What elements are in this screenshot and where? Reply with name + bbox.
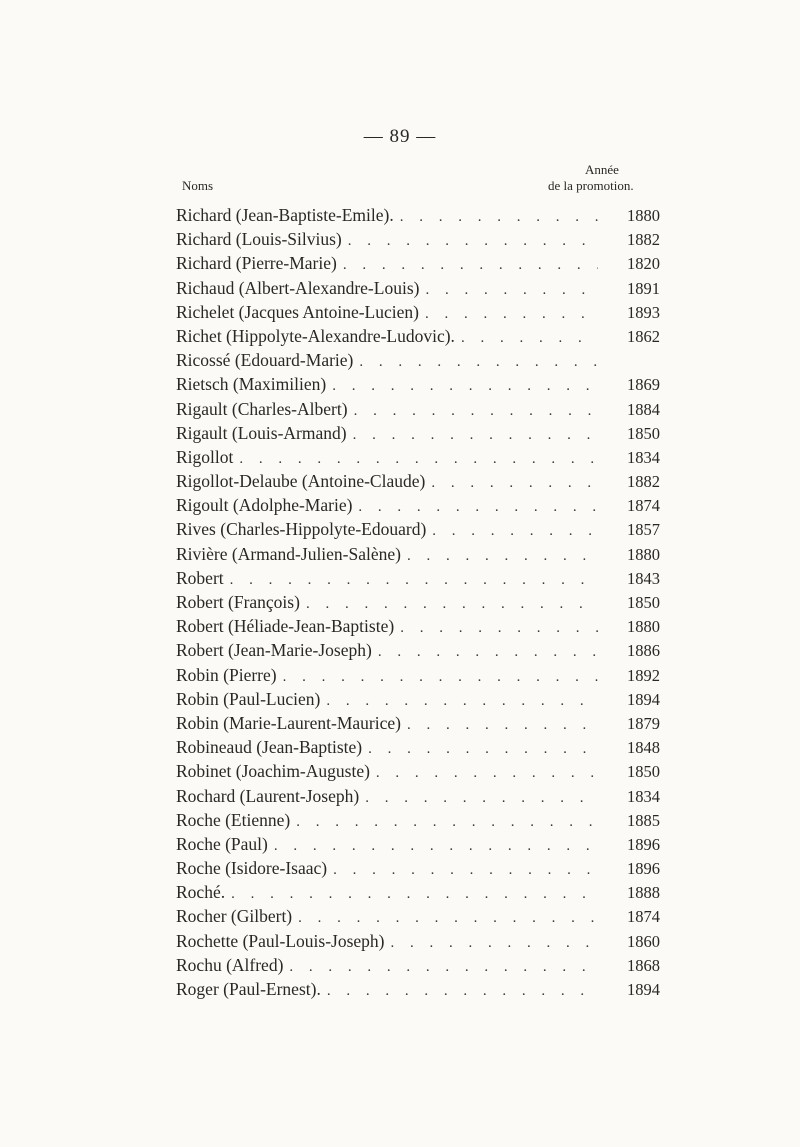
leader-dots <box>400 209 598 226</box>
entry-name: Robert (Jean-Marie-Joseph) <box>176 640 372 661</box>
leader-dots <box>296 814 598 831</box>
entry-name: Rigault (Charles-Albert) <box>176 398 348 419</box>
list-item <box>176 761 660 785</box>
list-item <box>176 858 660 882</box>
list-item <box>176 592 660 616</box>
leader-dots <box>274 838 598 855</box>
entry-name: Roger (Paul-Ernest). <box>176 979 321 999</box>
entry-name: Rigoult (Adolphe-Marie) <box>176 495 353 516</box>
entry-name: Rochard (Laurent-Joseph) <box>176 785 360 806</box>
list-item <box>176 979 660 1003</box>
entry-year: 1884 <box>627 399 660 419</box>
list-item <box>176 834 660 858</box>
leader-dots <box>391 935 599 952</box>
leader-dots <box>400 620 598 637</box>
entry-name: Rigollot-Delaube (Antoine-Claude) <box>176 471 426 492</box>
leader-dots <box>333 862 598 879</box>
list-item <box>176 374 660 398</box>
entry-year: 1843 <box>627 568 660 588</box>
list-item <box>176 689 660 713</box>
leader-dots <box>378 644 598 661</box>
list-item <box>176 544 660 568</box>
leader-dots <box>283 669 598 686</box>
leader-dots <box>353 427 598 444</box>
leader-dots <box>230 572 598 589</box>
leader-dots <box>298 910 598 927</box>
entry-year: 1850 <box>627 423 660 443</box>
list-item <box>176 229 660 253</box>
entry-year: 1834 <box>627 447 660 467</box>
list-item <box>176 205 660 229</box>
column-header-year-line2: de la promotion. <box>548 178 634 193</box>
entry-name: Roché. <box>176 882 226 903</box>
list-item <box>176 471 660 495</box>
list-item <box>176 519 660 543</box>
leader-dots <box>359 354 598 371</box>
entry-year: 1869 <box>627 375 660 395</box>
entry-year: 1885 <box>627 810 660 830</box>
list-item <box>176 616 660 640</box>
list-item <box>176 278 660 302</box>
leader-dots <box>461 330 598 347</box>
entry-name: Rietsch (Maximilien) <box>176 374 327 395</box>
entry-year: 1880 <box>627 544 660 564</box>
leader-dots <box>231 886 598 903</box>
entry-name: Ricossé (Edouard-Marie) <box>176 350 354 371</box>
entry-name: Roche (Isidore-Isaac) <box>176 858 328 879</box>
list-item <box>176 640 660 664</box>
entry-year: 1850 <box>627 762 660 782</box>
entry-year: 1862 <box>627 326 660 346</box>
entry-year: 1886 <box>627 641 660 661</box>
entry-year: 1880 <box>627 206 660 225</box>
entry-year: 1882 <box>627 472 660 492</box>
entry-name: Robin (Paul-Lucien) <box>176 688 321 709</box>
entry-name: Robert (Héliade-Jean-Baptiste) <box>176 616 395 637</box>
entry-year: 1857 <box>627 520 660 540</box>
leader-dots <box>327 983 598 1000</box>
entry-name: Rives (Charles-Hippolyte-Edouard) <box>176 519 427 540</box>
column-header-year <box>540 162 700 194</box>
entry-year: 1896 <box>627 834 660 854</box>
entry-year: 1892 <box>627 665 660 685</box>
leader-dots <box>368 741 598 758</box>
list-item <box>176 302 660 326</box>
entry-name: Robinet (Joachim-Auguste) <box>176 761 370 782</box>
leader-dots <box>343 257 598 274</box>
leader-dots <box>432 523 598 540</box>
entry-name: Robin (Marie-Laurent-Maurice) <box>176 712 401 733</box>
list-item <box>176 423 660 447</box>
leader-dots <box>425 306 598 323</box>
entry-name: Roche (Paul) <box>176 833 268 854</box>
entry-year: 1891 <box>627 278 660 298</box>
entry-year: 1834 <box>627 786 660 806</box>
list-item <box>176 713 660 737</box>
list-item <box>176 495 660 519</box>
page-number: — 89 — <box>363 126 437 147</box>
entry-year: 1880 <box>627 617 660 637</box>
leader-dots <box>354 403 598 420</box>
list-item <box>176 665 660 689</box>
list-item <box>176 786 660 810</box>
list-item <box>176 737 660 761</box>
entry-year: 1820 <box>627 254 660 274</box>
entry-year: 1896 <box>627 859 660 879</box>
entry-year: 1874 <box>627 496 660 516</box>
entry-year: 1860 <box>627 931 660 951</box>
entry-name: Richard (Jean-Baptiste-Emile). <box>176 205 394 225</box>
list-item <box>176 906 660 930</box>
column-header-names: Noms <box>182 178 214 193</box>
entry-name: Rochette (Paul-Louis-Joseph) <box>176 930 385 951</box>
leader-dots <box>376 765 598 782</box>
leader-dots <box>306 596 598 613</box>
entry-name: Robert (François) <box>176 592 300 612</box>
entry-name: Rochu (Alfred) <box>176 954 284 975</box>
entry-name: Rigault (Louis-Armand) <box>176 422 347 443</box>
entry-name: Robin (Pierre) <box>176 664 277 685</box>
entry-year: 1850 <box>627 593 660 612</box>
entry-year: 1894 <box>627 980 660 999</box>
entry-name: Robert <box>176 567 224 588</box>
list-item <box>176 955 660 979</box>
entry-name: Rigollot <box>176 446 234 467</box>
list-item <box>176 447 660 471</box>
leader-dots <box>365 790 598 807</box>
entry-name: Roche (Etienne) <box>176 809 291 830</box>
entry-year: 1868 <box>627 955 660 975</box>
entry-year: 1894 <box>627 689 660 709</box>
leader-dots <box>407 717 598 734</box>
list-item <box>176 399 660 423</box>
entry-name: Rivière (Armand-Julien-Salène) <box>176 543 401 564</box>
entry-name: Richelet (Jacques Antoine-Lucien) <box>176 301 419 322</box>
name-list <box>176 205 660 1003</box>
list-item <box>176 326 660 350</box>
list-item <box>176 350 660 374</box>
entry-year: 1888 <box>627 883 660 903</box>
entry-name: Rocher (Gilbert) <box>176 906 293 927</box>
leader-dots <box>326 693 598 710</box>
list-item <box>176 931 660 955</box>
entry-year: 1882 <box>627 230 660 250</box>
list-item <box>176 568 660 592</box>
list-item <box>176 882 660 906</box>
entry-name: Richard (Pierre-Marie) <box>176 253 337 274</box>
list-item <box>176 253 660 277</box>
entry-year: 1893 <box>627 302 660 322</box>
column-header-year-line1: Année <box>585 162 619 177</box>
leader-dots <box>407 548 598 565</box>
entry-name: Robineaud (Jean-Baptiste) <box>176 737 363 758</box>
leader-dots <box>425 282 598 299</box>
leader-dots <box>431 475 598 492</box>
entry-year: 1874 <box>627 907 660 927</box>
leader-dots <box>289 959 598 976</box>
leader-dots <box>358 499 598 516</box>
leader-dots <box>348 233 598 250</box>
entry-name: Richaud (Albert-Alexandre-Louis) <box>176 277 420 298</box>
entry-name: Richard (Louis-Silvius) <box>176 229 342 250</box>
list-item <box>176 810 660 834</box>
entry-year: 1879 <box>627 713 660 733</box>
leader-dots <box>239 451 598 468</box>
entry-name: Richet (Hippolyte-Alexandre-Ludovic). <box>176 325 455 346</box>
entry-year: 1848 <box>627 738 660 758</box>
leader-dots <box>332 378 598 395</box>
